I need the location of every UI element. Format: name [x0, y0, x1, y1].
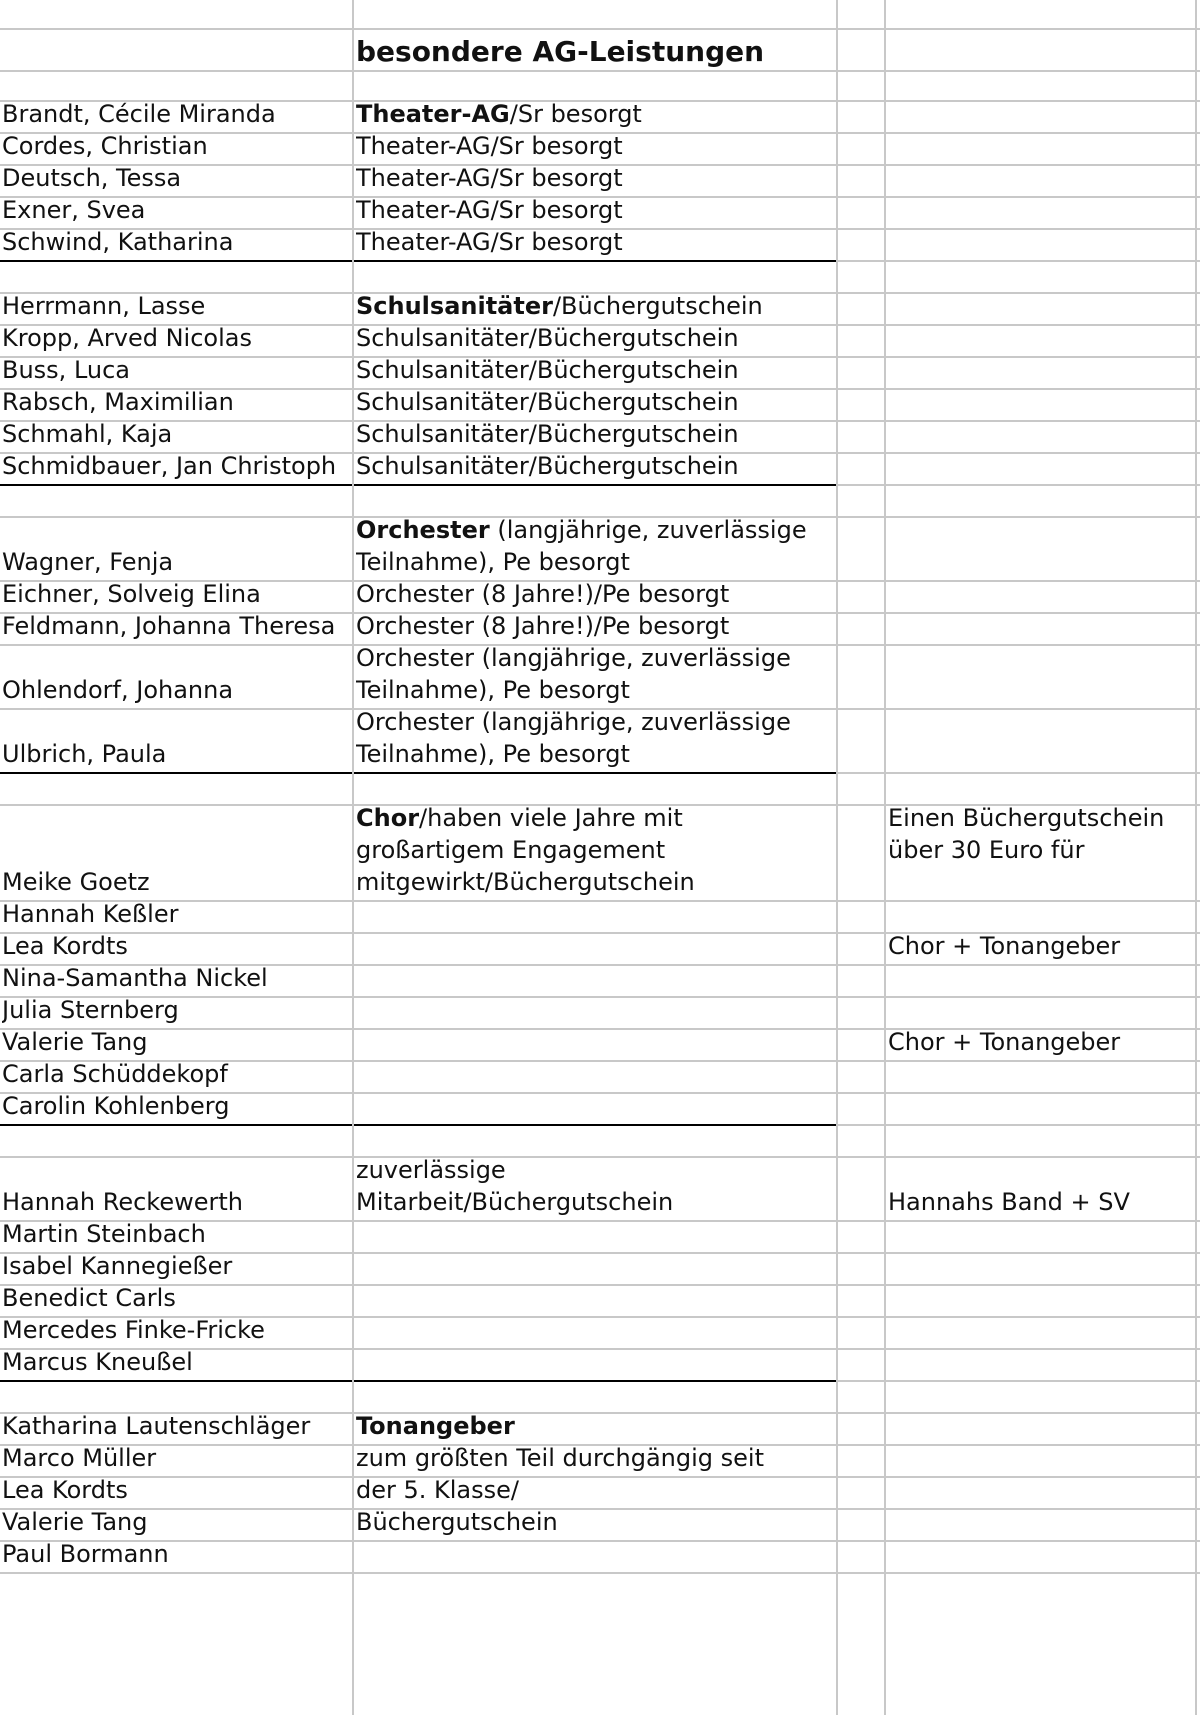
achievement-cell[interactable]: [356, 102, 832, 132]
cell-line: [2, 134, 352, 162]
cell-text: Deutsch, Tessa: [2, 166, 182, 192]
cell-line: [356, 674, 832, 706]
name-cell[interactable]: [2, 358, 352, 388]
table-row: [0, 1318, 1200, 1350]
cell-line: [2, 1318, 352, 1346]
table-row: [0, 134, 1200, 166]
cell-text: Orchester (langjährige, zuverlässige: [356, 710, 791, 736]
column-gridline: [1195, 0, 1197, 1715]
cell-text: Valerie Tang: [2, 1030, 148, 1056]
table-row: [0, 1286, 1200, 1318]
cell-text: Cordes, Christian: [2, 134, 208, 160]
name-cell[interactable]: [2, 1254, 352, 1284]
cell-line: [888, 834, 1188, 866]
table-row: [0, 1222, 1200, 1254]
cell-line: [2, 454, 352, 482]
achievement-cell[interactable]: [356, 390, 832, 420]
cell-line: [2, 1478, 352, 1506]
cell-line: [356, 866, 832, 898]
cell-line: [2, 1446, 352, 1474]
cell-text: Teilnahme), Pe besorgt: [356, 740, 630, 768]
cell-line: [356, 134, 832, 162]
cell-line: [356, 966, 832, 994]
achievement-cell[interactable]: [356, 166, 832, 196]
bold-text: Theater-AG: [356, 102, 510, 128]
achievement-cell[interactable]: [356, 1062, 832, 1092]
empty-row: [0, 0, 1200, 30]
cell-line: [2, 738, 352, 770]
cell-text: Exner, Svea: [2, 198, 146, 224]
name-cell[interactable]: [2, 1094, 352, 1124]
name-cell[interactable]: [2, 934, 352, 964]
note-cell[interactable]: [888, 1030, 1188, 1060]
table-row: [0, 166, 1200, 198]
table-row: [0, 902, 1200, 934]
cell-line: [2, 1062, 352, 1090]
cell-text: Kropp, Arved Nicolas: [2, 326, 252, 352]
cell-line: [2, 1350, 352, 1378]
cell-line: [2, 422, 352, 450]
cell-line: [356, 934, 832, 962]
cell-line: [356, 1510, 832, 1538]
empty-row: [0, 1126, 1200, 1158]
cell-line: [2, 902, 352, 930]
achievement-cell[interactable]: [356, 1446, 832, 1476]
cell-line: [356, 806, 832, 834]
bold-text: Tonangeber: [356, 1414, 515, 1440]
cell-text: Schulsanitäter/Büchergutschein: [356, 454, 739, 480]
cell-line: [356, 738, 832, 770]
cell-line: [888, 934, 1188, 962]
table-row: [0, 614, 1200, 646]
name-cell[interactable]: [2, 646, 352, 708]
cell-text: Ulbrich, Paula: [2, 740, 167, 768]
cell-text: Theater-AG/Sr besorgt: [356, 166, 623, 192]
cell-text: /Sr besorgt: [509, 102, 642, 128]
name-cell[interactable]: [2, 1542, 352, 1572]
cell-text: Einen Büchergutschein: [888, 806, 1165, 832]
cell-line: [356, 358, 832, 386]
cell-text: Schulsanitäter/Büchergutschein: [356, 326, 739, 352]
achievement-cell[interactable]: [356, 1030, 832, 1060]
cell-line: [2, 1254, 352, 1282]
name-cell[interactable]: [2, 1286, 352, 1316]
achievement-cell[interactable]: [356, 710, 832, 772]
cell-text: Orchester (langjährige, zuverlässige: [356, 646, 791, 672]
cell-line: [2, 294, 352, 322]
cell-text: Eichner, Solveig Elina: [2, 582, 261, 608]
cell-text: Martin Steinbach: [2, 1222, 206, 1248]
cell-line: [2, 166, 352, 194]
cell-text: Schulsanitäter/Büchergutschein: [356, 358, 739, 384]
achievement-cell[interactable]: [356, 1222, 832, 1252]
cell-line: [2, 934, 352, 962]
table-row: [0, 1350, 1200, 1382]
column-gridline: [884, 0, 886, 1715]
name-cell[interactable]: [2, 390, 352, 420]
cell-line: [356, 1478, 832, 1506]
achievement-cell[interactable]: [356, 454, 832, 484]
cell-text: Schulsanitäter/Büchergutschein: [356, 422, 739, 448]
cell-text: Meike Goetz: [2, 868, 150, 896]
cell-line: [356, 198, 832, 226]
achievement-cell[interactable]: [356, 934, 832, 964]
name-cell[interactable]: [2, 806, 352, 900]
cell-line: [356, 1222, 832, 1250]
cell-text: Julia Sternberg: [2, 998, 179, 1024]
cell-line: [2, 582, 352, 610]
bold-text: Chor: [356, 806, 420, 832]
cell-text: Schwind, Katharina: [2, 230, 234, 256]
cell-line: [2, 198, 352, 226]
cell-line: [356, 1286, 832, 1314]
name-cell[interactable]: [2, 1414, 352, 1444]
cell-line: [2, 358, 352, 386]
table-row: [0, 1414, 1200, 1446]
table-row: [0, 518, 1200, 582]
cell-text: Chor + Tonangeber: [888, 1030, 1121, 1056]
cell-text: /haben viele Jahre mit: [419, 806, 683, 832]
achievement-cell[interactable]: [356, 358, 832, 388]
cell-line: [356, 1446, 832, 1474]
cell-line: [2, 1222, 352, 1250]
cell-line: [356, 834, 832, 866]
table-row: [0, 934, 1200, 966]
name-cell[interactable]: [2, 518, 352, 580]
table-row: [0, 646, 1200, 710]
name-cell[interactable]: [2, 1222, 352, 1252]
achievement-cell[interactable]: [356, 198, 832, 228]
cell-text: Theater-AG/Sr besorgt: [356, 230, 623, 256]
cell-line: [356, 614, 832, 642]
name-cell[interactable]: [2, 582, 352, 612]
cell-line: [356, 1158, 832, 1186]
cell-text: Paul Bormann: [2, 1542, 169, 1568]
cell-line: [356, 422, 832, 450]
table-row: [0, 454, 1200, 486]
bold-text: Orchester: [356, 518, 490, 544]
table-row: [0, 198, 1200, 230]
name-cell[interactable]: [2, 294, 352, 324]
name-cell[interactable]: [2, 1478, 352, 1508]
cell-line: [356, 1030, 832, 1058]
cell-line: [2, 1186, 352, 1218]
table-row: [0, 102, 1200, 134]
table-row: [0, 1158, 1200, 1222]
achievement-cell[interactable]: [356, 646, 832, 708]
cell-text: Lea Kordts: [2, 1478, 128, 1504]
cell-line: [2, 326, 352, 354]
cell-text: mitgewirkt/Büchergutschein: [356, 868, 695, 896]
table-row: [0, 326, 1200, 358]
page-title: besondere AG-Leistungen: [356, 35, 765, 68]
name-cell[interactable]: [2, 326, 352, 356]
cell-line: [356, 902, 832, 930]
cell-text: (langjährige, zuverlässige: [489, 518, 807, 544]
title-cell[interactable]: [356, 30, 832, 70]
cell-line: [2, 866, 352, 898]
table-row: [0, 998, 1200, 1030]
table-row: [0, 966, 1200, 998]
cell-text: Marcus Kneußel: [2, 1350, 193, 1376]
name-cell[interactable]: [2, 1318, 352, 1348]
table-row: [0, 1542, 1200, 1574]
achievement-cell[interactable]: [356, 1286, 832, 1316]
empty-row: [0, 774, 1200, 806]
achievement-cell[interactable]: [356, 1254, 832, 1284]
cell-line: [2, 998, 352, 1026]
achievement-cell[interactable]: [356, 230, 832, 260]
cell-text: Hannah Keßler: [2, 902, 179, 928]
cell-line: [356, 102, 832, 130]
cell-line: [2, 614, 352, 642]
cell-line: [356, 1254, 832, 1282]
name-cell[interactable]: [2, 1510, 352, 1540]
name-cell[interactable]: [2, 1350, 352, 1380]
cell-text: Benedict Carls: [2, 1286, 176, 1312]
cell-text: großartigem Engagement: [356, 836, 666, 864]
note-cell[interactable]: [888, 806, 1188, 900]
cell-line: [888, 1030, 1188, 1058]
cell-line: [356, 1350, 832, 1378]
achievement-cell[interactable]: [356, 518, 832, 580]
cell-line: [356, 454, 832, 482]
table-row: [0, 710, 1200, 774]
achievement-cell[interactable]: [356, 902, 832, 932]
name-cell[interactable]: [2, 166, 352, 196]
achievement-cell[interactable]: [356, 614, 832, 644]
cell-line: [356, 1094, 832, 1122]
name-cell[interactable]: [2, 454, 352, 484]
cell-line: [356, 582, 832, 610]
achievement-cell[interactable]: [356, 1510, 832, 1540]
cell-line: [2, 102, 352, 130]
table-row: [0, 1094, 1200, 1126]
cell-line: [2, 1510, 352, 1538]
name-cell[interactable]: [2, 614, 352, 644]
cell-line: [356, 230, 832, 258]
table-row: [0, 582, 1200, 614]
table-row: [0, 1446, 1200, 1478]
achievement-cell[interactable]: [356, 1478, 832, 1508]
cell-text: Carla Schüddekopf: [2, 1062, 228, 1088]
achievement-cell[interactable]: [356, 582, 832, 612]
cell-text: Mercedes Finke-Fricke: [2, 1318, 265, 1344]
cell-line: [356, 166, 832, 194]
cell-text: Schmidbauer, Jan Christoph: [2, 454, 337, 480]
achievement-cell[interactable]: [356, 806, 832, 900]
cell-line: [356, 1542, 832, 1570]
achievement-cell[interactable]: [356, 998, 832, 1028]
achievement-cell[interactable]: [356, 1094, 832, 1124]
achievement-cell[interactable]: [356, 294, 832, 324]
cell-text: Lea Kordts: [2, 934, 128, 960]
cell-line: [888, 806, 1188, 834]
cell-text: Mitarbeit/Büchergutschein: [356, 1188, 674, 1216]
cell-text: über 30 Euro für: [888, 836, 1085, 864]
achievement-cell[interactable]: [356, 1350, 832, 1380]
empty-row: [0, 486, 1200, 518]
column-gridline: [836, 0, 838, 1715]
cell-text: Schulsanitäter/Büchergutschein: [356, 390, 739, 416]
cell-text: zum größten Teil durchgängig seit: [356, 1446, 764, 1472]
cell-text: Herrmann, Lasse: [2, 294, 206, 320]
achievement-cell[interactable]: [356, 1414, 832, 1444]
achievement-cell[interactable]: [356, 1158, 832, 1220]
cell-text: Orchester (8 Jahre!)/Pe besorgt: [356, 582, 730, 608]
cell-line: [356, 294, 832, 322]
title-row: [0, 30, 1200, 72]
name-cell[interactable]: [2, 1158, 352, 1220]
cell-line: [2, 1094, 352, 1122]
cell-text: der 5. Klasse/: [356, 1478, 519, 1504]
table-row: [0, 422, 1200, 454]
bold-text: Schulsanitäter: [356, 294, 553, 320]
cell-text: Katharina Lautenschläger: [2, 1414, 311, 1440]
cell-line: [2, 674, 352, 706]
table-row: [0, 1062, 1200, 1094]
name-cell[interactable]: [2, 102, 352, 132]
cell-line: [2, 966, 352, 994]
empty-row: [0, 262, 1200, 294]
cell-text: Ohlendorf, Johanna: [2, 676, 234, 704]
note-cell[interactable]: [888, 934, 1188, 964]
cell-text: Hannah Reckewerth: [2, 1188, 243, 1216]
name-cell[interactable]: [2, 998, 352, 1028]
cell-line: [356, 1318, 832, 1346]
cell-line: [2, 1286, 352, 1314]
cell-text: Theater-AG/Sr besorgt: [356, 198, 623, 224]
cell-line: [356, 1062, 832, 1090]
cell-text: Nina-Samantha Nickel: [2, 966, 268, 992]
achievement-cell[interactable]: [356, 134, 832, 164]
achievement-cell[interactable]: [356, 1318, 832, 1348]
cell-line: [356, 1186, 832, 1218]
cell-text: Chor + Tonangeber: [888, 934, 1121, 960]
table-row: [0, 806, 1200, 902]
note-cell[interactable]: [888, 1158, 1188, 1220]
cell-text: Isabel Kannegießer: [2, 1254, 233, 1280]
achievement-cell[interactable]: [356, 422, 832, 452]
cell-line: [2, 546, 352, 578]
cell-line: [2, 230, 352, 258]
cell-text: Wagner, Fenja: [2, 548, 174, 576]
achievement-cell[interactable]: [356, 326, 832, 356]
cell-line: [2, 390, 352, 418]
cell-line: [356, 326, 832, 354]
cell-line: [356, 710, 832, 738]
table-row: [0, 230, 1200, 262]
cell-text: Schmahl, Kaja: [2, 422, 173, 448]
cell-text: Rabsch, Maximilian: [2, 390, 234, 416]
table-row: [0, 1478, 1200, 1510]
cell-text: Hannahs Band + SV: [888, 1188, 1130, 1216]
cell-line: [2, 1030, 352, 1058]
table-row: [0, 390, 1200, 422]
table-row: [0, 1030, 1200, 1062]
cell-text: zuverlässige: [356, 1158, 506, 1184]
name-cell[interactable]: [2, 422, 352, 452]
cell-text: Feldmann, Johanna Theresa: [2, 614, 336, 640]
achievement-cell[interactable]: [356, 966, 832, 996]
column-gridline: [352, 0, 354, 1715]
cell-line: [356, 390, 832, 418]
cell-text: Brandt, Cécile Miranda: [2, 102, 276, 128]
table-row: [0, 358, 1200, 390]
cell-line: [356, 1414, 832, 1442]
name-cell[interactable]: [2, 1446, 352, 1476]
name-cell[interactable]: [2, 1030, 352, 1060]
cell-text: Marco Müller: [2, 1446, 157, 1472]
name-cell[interactable]: [2, 710, 352, 772]
cell-line: [356, 998, 832, 1026]
name-cell[interactable]: [2, 902, 352, 932]
name-cell[interactable]: [2, 1062, 352, 1092]
cell-text: Theater-AG/Sr besorgt: [356, 134, 623, 160]
cell-line: [356, 646, 832, 674]
name-cell[interactable]: [2, 198, 352, 228]
table-row: [0, 1510, 1200, 1542]
name-cell[interactable]: [2, 230, 352, 260]
cell-line: [356, 546, 832, 578]
name-cell[interactable]: [2, 966, 352, 996]
cell-text: Buss, Luca: [2, 358, 131, 384]
cell-text: Teilnahme), Pe besorgt: [356, 676, 630, 704]
cell-text: Orchester (8 Jahre!)/Pe besorgt: [356, 614, 730, 640]
name-cell[interactable]: [2, 134, 352, 164]
cell-line: [2, 1542, 352, 1570]
cell-text: Teilnahme), Pe besorgt: [356, 548, 630, 576]
empty-row: [0, 1382, 1200, 1414]
cell-text: Carolin Kohlenberg: [2, 1094, 230, 1120]
table-row: [0, 1254, 1200, 1286]
cell-text: Büchergutschein: [356, 1510, 558, 1536]
cell-text: /Büchergutschein: [552, 294, 763, 320]
cell-line: [888, 1186, 1188, 1218]
table-row: [0, 294, 1200, 326]
empty-row: [0, 72, 1200, 102]
cell-text: Valerie Tang: [2, 1510, 148, 1536]
achievement-cell[interactable]: [356, 1542, 832, 1572]
cell-line: [356, 518, 832, 546]
cell-line: [2, 1414, 352, 1442]
